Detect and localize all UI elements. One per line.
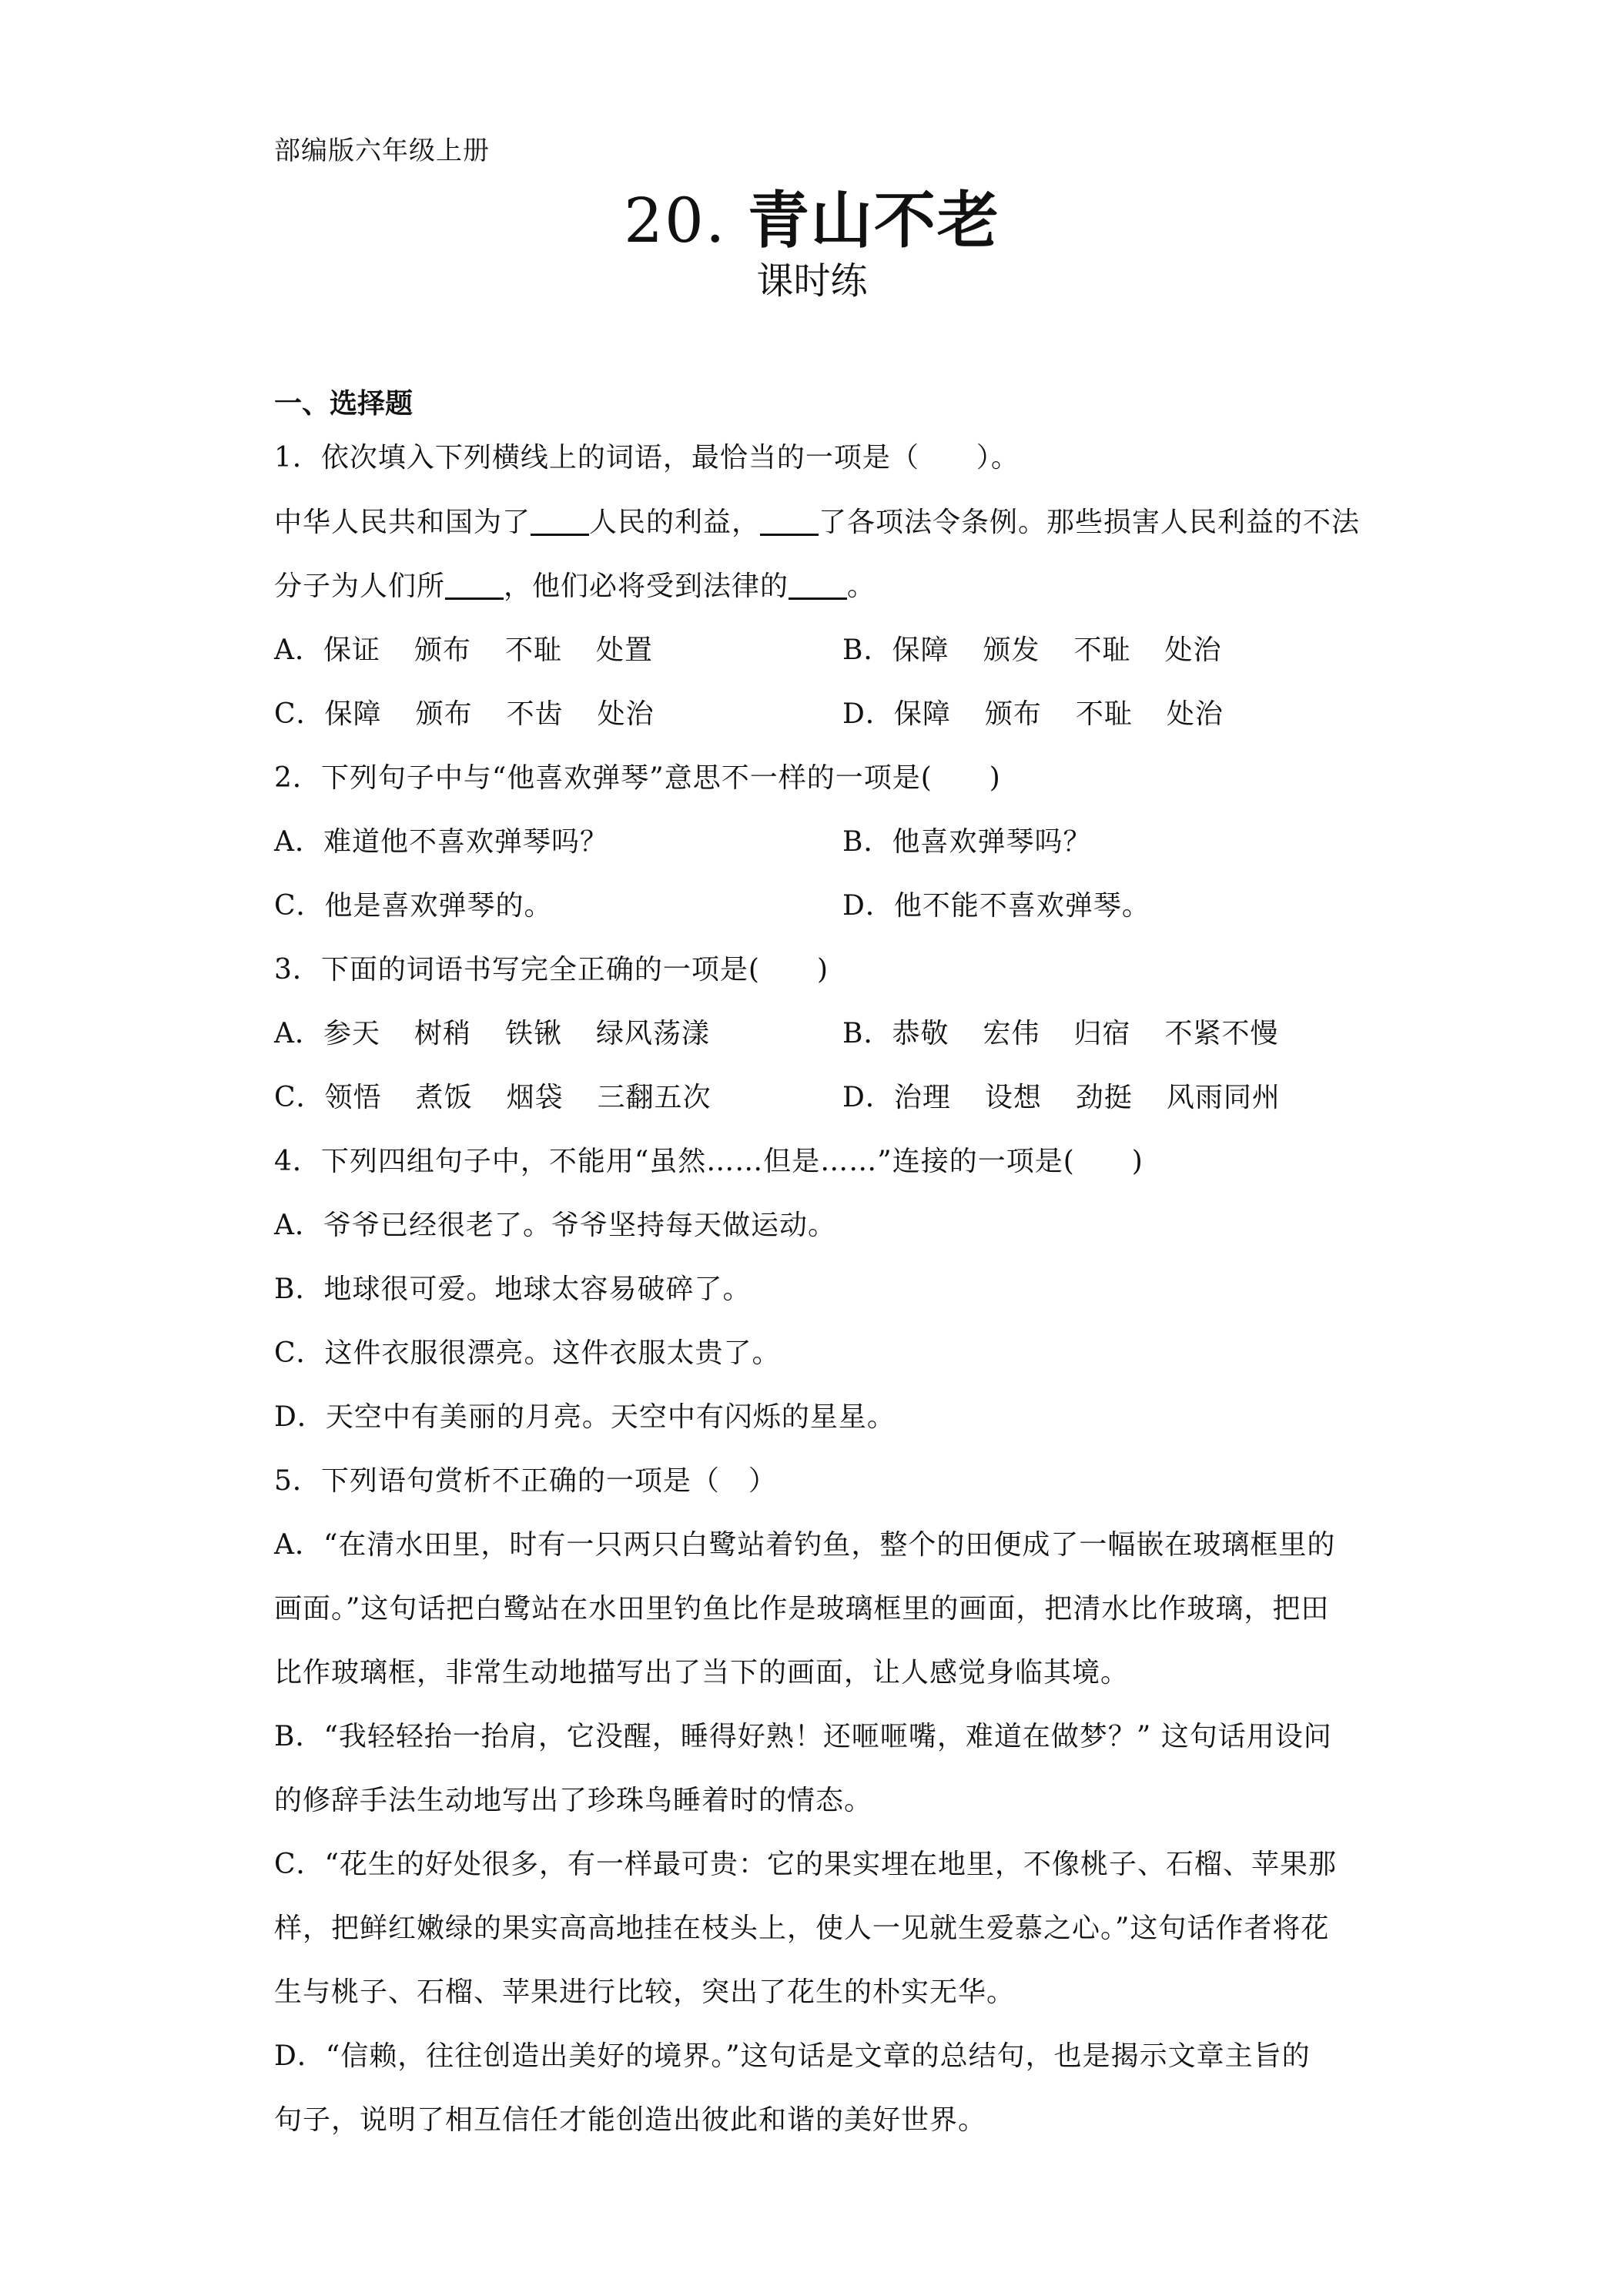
page-title (0, 171, 1624, 259)
option-word: 保障 (893, 698, 951, 730)
q1-option-a (274, 628, 687, 668)
q2-option-d: D．他不能不喜欢弹琴。 (842, 890, 1150, 922)
option-word: 树稍 (414, 1018, 472, 1049)
option-word: 处治 (1164, 634, 1222, 666)
q5-option-a-line1: A．“在清水田里，时有一只两只白鹭站着钓鱼，整个的田便成了一幅嵌在玻璃框里的 (274, 1529, 1336, 1561)
option-word: 处置 (596, 634, 654, 666)
option-word: 处治 (597, 698, 655, 730)
q5-option-c-line1: C．“花生的好处很多，有一样最可贵：它的果实埋在地里，不像桃子、石榴、苹果那 (274, 1849, 1337, 1880)
q2-option-a: A．难道他不喜欢弹琴吗？ (274, 826, 608, 858)
q2-option-b: B．他喜欢弹琴吗？ (842, 826, 1092, 858)
q1-option-b (842, 628, 1256, 668)
option-word: 三翻五次 (597, 1082, 712, 1113)
option-word: 不紧不慢 (1164, 1018, 1279, 1049)
option-word: 保障 (892, 634, 949, 666)
q1-text: 中华人民共和国为了 (274, 507, 531, 538)
q3-option-a (274, 1012, 744, 1051)
q4-option-a: A．爷爷已经很老了。爷爷坚持每天做运动。 (274, 1210, 836, 1241)
q1-text: 分子为人们所 (274, 571, 446, 602)
option-word: 不耻 (505, 634, 563, 666)
grade-label: 部编版六年级上册 (274, 136, 490, 166)
q5-stem: 5．下列语句赏析不正确的一项是（ ） (274, 1465, 777, 1497)
option-word: 风雨同州 (1166, 1082, 1281, 1113)
option-word: 宏伟 (983, 1018, 1040, 1049)
option-label: B． (842, 1018, 892, 1049)
blank-line (531, 509, 589, 536)
option-word: 领悟 (324, 1082, 382, 1113)
q5-option-b-line2: 的修辞手法生动地写出了珍珠鸟睡着时的情态。 (274, 1785, 873, 1816)
option-label: A． (274, 1018, 323, 1049)
option-label: C． (274, 698, 325, 730)
page-subtitle: 课时练 (756, 259, 868, 303)
title-number: 20. (624, 185, 727, 256)
q4-stem: 4．下列四组句子中，不能用“虽然……但是……”连接的一项是( ) (274, 1146, 1143, 1177)
q2-stem: 2．下列句子中与“他喜欢弹琴”意思不一样的一项是( ) (274, 762, 1001, 794)
option-word: 颁布 (415, 698, 473, 730)
option-label: D． (842, 1082, 894, 1113)
option-word: 参天 (323, 1018, 381, 1049)
q1-text: ，他们必将受到法律的 (504, 571, 789, 602)
option-label: D． (842, 698, 894, 730)
q2-option-c: C．他是喜欢弹琴的。 (274, 890, 553, 922)
option-word: 绿风荡漾 (596, 1018, 711, 1049)
q4-option-c: C．这件衣服很漂亮。这件衣服太贵了。 (274, 1337, 781, 1369)
q3-option-d (842, 1076, 1314, 1115)
option-word: 保证 (323, 634, 381, 666)
q1-option-d (842, 692, 1257, 731)
option-word: 恭敬 (892, 1018, 949, 1049)
option-word: 烟袋 (506, 1082, 564, 1113)
q1-option-c (274, 692, 688, 731)
option-word: 铁锹 (505, 1018, 563, 1049)
q5-option-d-line1: D．“信赖，往往创造出美好的境界。”这句话是文章的总结句，也是揭示文章主旨的 (274, 2040, 1311, 2072)
option-word: 颁布 (984, 698, 1042, 730)
q1-text: 了各项法令条例。那些损害人民利益的不法 (819, 507, 1361, 538)
q1-passage-line2 (274, 564, 876, 604)
option-label: C． (274, 1082, 325, 1113)
q3-option-c (274, 1076, 745, 1115)
option-word: 保障 (324, 698, 382, 730)
option-label: A． (274, 634, 323, 666)
option-word: 不耻 (1073, 634, 1131, 666)
q1-text: 人民的利益， (589, 507, 761, 538)
option-label: B． (842, 634, 892, 666)
option-word: 治理 (893, 1082, 951, 1113)
option-word: 颁布 (414, 634, 472, 666)
blank-line (445, 573, 504, 600)
q3-stem: 3．下面的词语书写完全正确的一项是( ) (274, 954, 829, 986)
q1-passage-line1 (274, 500, 1360, 540)
option-word: 设想 (984, 1082, 1042, 1113)
q5-option-b-line1: B．“我轻轻抬一抬肩，它没醒，睡得好熟！还咂咂嘴，难道在做梦？” 这句话用设问 (274, 1721, 1332, 1752)
blank-line (789, 573, 847, 600)
blank-line (760, 509, 819, 536)
option-word: 不齿 (506, 698, 564, 730)
q5-option-c-line3: 生与桃子、石榴、苹果进行比较，突出了花生的朴实无华。 (274, 1976, 1016, 2008)
q5-option-a-line3: 比作玻璃框，非常生动地描写出了当下的画面，让人感觉身临其境。 (274, 1657, 1130, 1689)
option-word: 煮饭 (415, 1082, 473, 1113)
option-word: 归宿 (1073, 1018, 1131, 1049)
title-text: 青山不老 (747, 185, 1000, 256)
q4-option-b: B．地球很可爱。地球太容易破碎了。 (274, 1274, 752, 1305)
q1-text: 。 (847, 571, 876, 602)
option-word: 处治 (1166, 698, 1224, 730)
q4-option-d: D．天空中有美丽的月亮。天空中有闪烁的星星。 (274, 1401, 896, 1433)
option-word: 不耻 (1075, 698, 1133, 730)
option-word: 颁发 (983, 634, 1040, 666)
option-word: 劲挺 (1075, 1082, 1133, 1113)
section-heading: 一、选择题 (274, 388, 414, 420)
q3-option-b (842, 1012, 1313, 1051)
q1-stem: 1．依次填入下列横线上的词语，最恰当的一项是（ ）。 (274, 442, 1020, 474)
q5-option-c-line2: 样，把鲜红嫩绿的果实高高地挂在枝头上，使人一见就生爱慕之心。”这句话作者将花 (274, 1913, 1330, 1944)
q5-option-d-line2: 句子，说明了相互信任才能创造出彼此和谐的美好世界。 (274, 2104, 987, 2136)
q5-option-a-line2: 画面。”这句话把白鹭站在水田里钓鱼比作是玻璃框里的画面，把清水比作玻璃，把田 (274, 1593, 1330, 1625)
